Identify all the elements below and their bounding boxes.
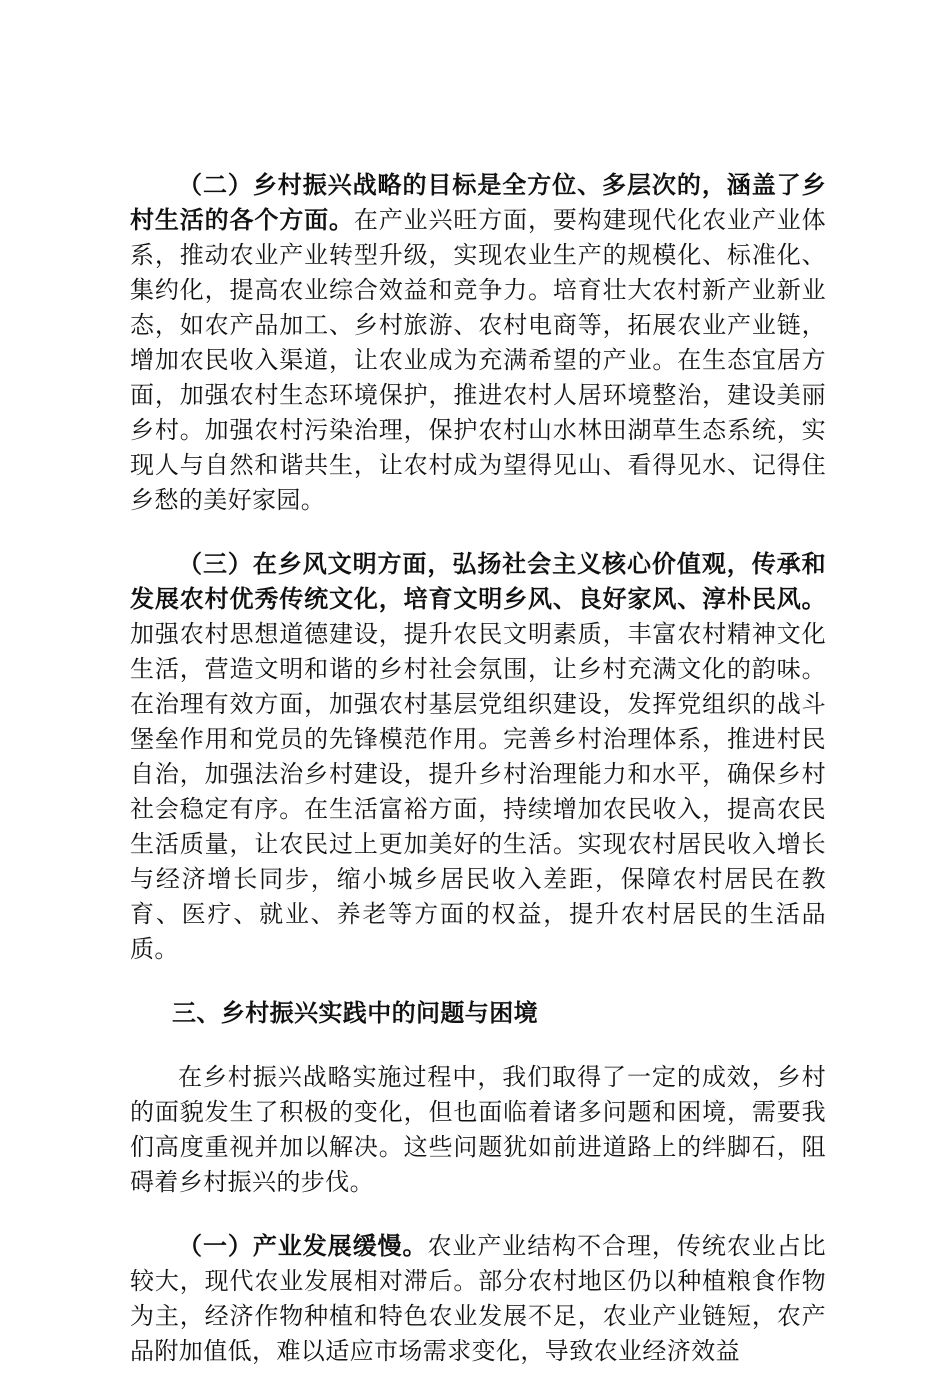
section-heading: 三、乡村振兴实践中的问题与困境 xyxy=(172,999,538,1027)
paragraph-text: 在产业兴旺方面，要构建现代化农业产业体系，推动农业产业转型升级，实现农业生产的规模化、标准化、集约化，提高农业综合效益和竞争力。培育壮大农村新产业新业态，如农产品加工、乡村旅游、农村电商等，拓展农业产业链，增加农民收入渠道，让农业成为充满希望的产业。在生态宜居方面，加强农村生态环境保护，推进农村人居环境整治，建设美丽乡村。加强农村污染治理，保护农村山水林田湖草生态系统，实现人与自然和谐共生，让农村成为望得见山、看得见水、记得住乡愁的美好家园。 xyxy=(130,206,826,514)
paragraph-goals xyxy=(130,168,826,518)
paragraph-intro xyxy=(130,1060,826,1200)
paragraph-lead: （一）产业发展缓慢。 xyxy=(178,1232,428,1260)
document-body xyxy=(130,168,826,1398)
paragraph-text: 加强农村思想道德建设，提升农民文明素质，丰富农村精神文化生活，营造文明和谐的乡村社会氛围，让乡村充满文化的韵味。在治理有效方面，加强农村基层党组织建设，发挥党组织的战斗堡垒作用和党员的先锋模范作用。完善乡村治理体系，推进村民自治，加强法治乡村建设，提升乡村治理能力和水平，确保乡村社会稳定有序。在生活富裕方面，持续增加农民收入，提高农民生活质量，让农民过上更加美好的生活。实现农村居民收入增长与经济增长同步，缩小城乡居民收入差距，保障农村居民在教育、医疗、就业、养老等方面的权益，提升农村居民的生活品质。 xyxy=(130,620,826,963)
paragraph-civilization xyxy=(130,547,826,967)
paragraph-lead: （二）乡村振兴战略的目标是全方位、多层次的，涵盖了乡村生活的各个方面。 xyxy=(130,171,826,234)
paragraph-text: 农业产业结构不合理，传统农业占比较大，现代农业发展相对滞后。部分农村地区仍以种植粮食作物为主，经济作物种植和特色农业发展不足，农业产业链短，农产品附加值低，难以适应市场需求变化，导致农业经济效益 xyxy=(130,1232,826,1365)
paragraph-text: 在乡村振兴战略实施过程中，我们取得了一定的成效，乡村的面貌发生了积极的变化，但也面临着诸多问题和困境，需要我们高度重视并加以解决。这些问题犹如前进道路上的绊脚石，阻碍着乡村振兴的步伐。 xyxy=(130,1063,826,1196)
paragraph-lead: （三）在乡风文明方面，弘扬社会主义核心价值观，传承和发展农村优秀传统文化，培育文明乡风、良好家风、淳朴民风。 xyxy=(130,550,826,613)
paragraph-industry xyxy=(130,1229,826,1369)
